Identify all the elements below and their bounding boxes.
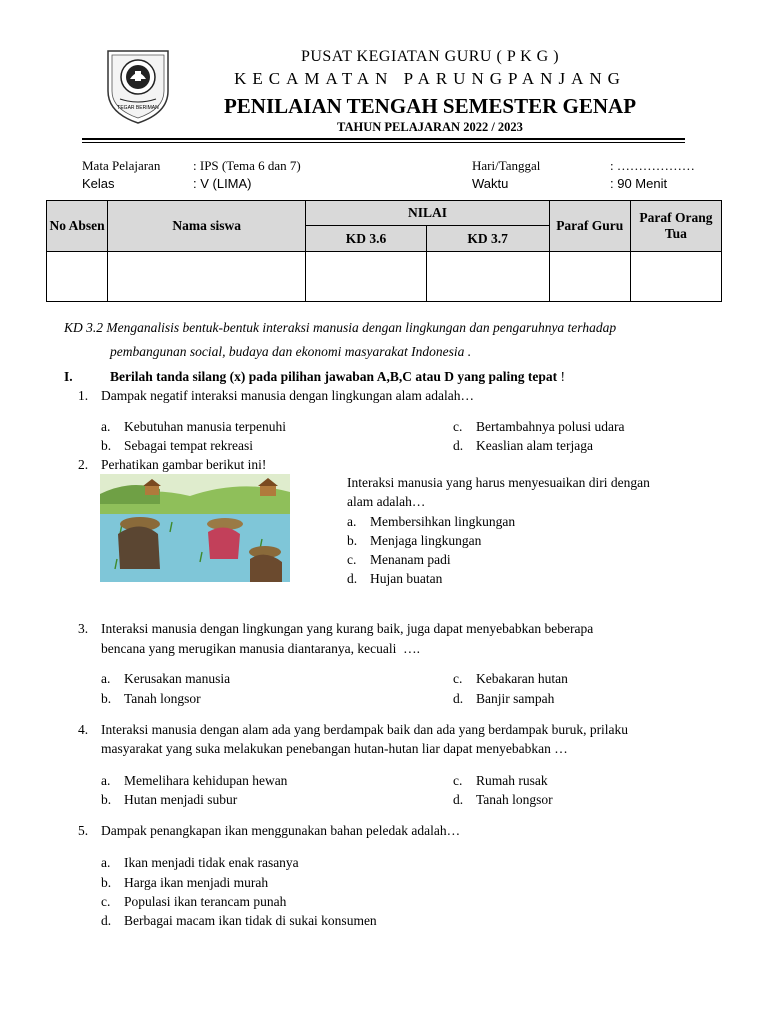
q3-opt-c-letter: c.	[453, 671, 463, 686]
q1-opt-d[interactable]: Keaslian alam terjaga	[476, 438, 593, 453]
q1-opt-d-letter: d.	[453, 438, 464, 453]
section-instruction	[110, 369, 565, 385]
no-absen-header: No Absen	[47, 201, 108, 252]
header-divider-thin	[82, 142, 685, 143]
logo-motto: TEGAR BERIMAN	[117, 105, 159, 111]
q2-opt-c-letter: c.	[347, 552, 357, 567]
q4-line-2: masyarakat yang suka melakukan penebangan hutan-hutan liar dapat menyebabkan …	[101, 741, 568, 756]
paraf-guru-header: Paraf Guru	[549, 201, 630, 252]
paraf-ortu-cell[interactable]	[630, 252, 721, 302]
time-label: Waktu	[472, 176, 509, 191]
section-instruction-text: Berilah tanda silang (x) pada pilihan jawaban A,B,C atau D yang paling tepat	[110, 369, 558, 384]
q3-opt-a[interactable]: Kerusakan manusia	[124, 671, 231, 686]
q2-number: 2.	[78, 457, 89, 472]
q2-opt-d-letter: d.	[347, 571, 358, 586]
subject-label: Mata Pelajaran	[82, 158, 161, 173]
q2-opt-c[interactable]: Menanam padi	[370, 552, 451, 567]
kd37-cell[interactable]	[426, 252, 549, 302]
q2-side-line-1: Interaksi manusia yang harus menyesuaikan diri dengan	[347, 475, 650, 490]
q1-opt-b[interactable]: Sebagai tempat rekreasi	[124, 438, 253, 453]
q4-opt-c-letter: c.	[453, 773, 463, 788]
q3-opt-a-letter: a.	[101, 671, 111, 686]
q5-opt-d-letter: d.	[101, 913, 112, 928]
time-value: : 90 Menit	[610, 176, 668, 191]
q3-opt-d-letter: d.	[453, 691, 464, 706]
q2-opt-b-letter: b.	[347, 533, 358, 548]
q4-opt-a-letter: a.	[101, 773, 111, 788]
paraf-guru-cell[interactable]	[549, 252, 630, 302]
kd36-header: KD 3.6	[306, 226, 426, 252]
paraf-ortu-header: Paraf Orang Tua	[630, 201, 721, 252]
q4-opt-a[interactable]: Memelihara kehidupan hewan	[124, 773, 288, 788]
q2-opt-a-letter: a.	[347, 514, 357, 529]
kd37-header: KD 3.7	[426, 226, 549, 252]
q5-text: Dampak penangkapan ikan menggunakan bahan peledak adalah…	[101, 823, 461, 838]
q3-opt-d[interactable]: Banjir sampah	[476, 691, 555, 706]
subject-value: : IPS (Tema 6 dan 7)	[193, 158, 301, 173]
header-line-1: PUSAT KEGIATAN GURU ( P K G )	[300, 48, 560, 65]
q4-opt-d-letter: d.	[453, 792, 464, 807]
q4-number: 4.	[78, 722, 89, 737]
header-line-2: KECAMATAN PARUNGPANJANG	[234, 69, 626, 88]
q1-opt-b-letter: b.	[101, 438, 112, 453]
q1-opt-a-letter: a.	[101, 419, 111, 434]
kd36-cell[interactable]	[306, 252, 426, 302]
day-value: : ………………	[610, 158, 695, 173]
nilai-header: NILAI	[306, 201, 549, 226]
class-label: Kelas	[82, 176, 115, 191]
q3-opt-b[interactable]: Tanah longsor	[124, 691, 201, 706]
kd-line-2: pembangunan social, budaya dan ekonomi masyarakat Indonesia .	[110, 344, 472, 359]
q5-opt-c-letter: c.	[101, 894, 111, 909]
q5-opt-b-letter: b.	[101, 875, 112, 890]
q1-opt-c-letter: c.	[453, 419, 463, 434]
q1-opt-c[interactable]: Bertambahnya polusi udara	[476, 419, 625, 434]
q4-line-1: Interaksi manusia dengan alam ada yang berdampak baik dan ada yang berdampak buruk, prilaku	[101, 722, 629, 737]
regency-emblem-logo	[104, 47, 172, 125]
day-label: Hari/Tanggal	[472, 158, 541, 173]
q4-opt-b[interactable]: Hutan menjadi subur	[124, 792, 238, 807]
q3-opt-c[interactable]: Kebakaran hutan	[476, 671, 568, 686]
q5-opt-a[interactable]: Ikan menjadi tidak enak rasanya	[124, 855, 299, 870]
nama-siswa-cell[interactable]	[108, 252, 306, 302]
section-instruction-end: !	[557, 369, 565, 384]
q4-opt-b-letter: b.	[101, 792, 112, 807]
q2-opt-a[interactable]: Membersihkan lingkungan	[370, 514, 516, 529]
kd-line-1: KD 3.2 Menganalisis bentuk-bentuk interaksi manusia dengan lingkungan dan pengaruhnya terhadap	[64, 320, 617, 335]
q4-opt-c[interactable]: Rumah rusak	[476, 773, 548, 788]
q5-opt-d[interactable]: Berbagai macam ikan tidak di sukai konsumen	[124, 913, 377, 928]
q5-number: 5.	[78, 823, 89, 838]
q2-opt-b[interactable]: Menjaga lingkungan	[370, 533, 482, 548]
q2-opt-d[interactable]: Hujan buatan	[370, 571, 443, 586]
q4-opt-d[interactable]: Tanah longsor	[476, 792, 553, 807]
grade-table	[46, 200, 722, 302]
class-value: : V (LIMA)	[193, 176, 252, 191]
q1-opt-a[interactable]: Kebutuhan manusia terpenuhi	[124, 419, 286, 434]
q5-opt-c[interactable]: Populasi ikan terancam punah	[124, 894, 287, 909]
section-number: I.	[64, 369, 73, 384]
q3-number: 3.	[78, 621, 89, 636]
rice-planting-illustration	[100, 474, 290, 582]
q3-line-2: bencana yang merugikan manusia diantaranya, kecuali ….	[101, 641, 420, 656]
q2-text: Perhatikan gambar berikut ini!	[101, 457, 267, 472]
q5-opt-b[interactable]: Harga ikan menjadi murah	[124, 875, 269, 890]
header-divider-thick	[82, 138, 685, 140]
q2-side-line-2: alam adalah…	[347, 494, 426, 509]
nama-siswa-header: Nama siswa	[108, 201, 306, 252]
q5-opt-a-letter: a.	[101, 855, 111, 870]
q1-text: Dampak negatif interaksi manusia dengan lingkungan alam adalah…	[101, 388, 475, 403]
no-absen-cell[interactable]	[47, 252, 108, 302]
q3-line-1: Interaksi manusia dengan lingkungan yang kurang baik, juga dapat menyebabkan beberapa	[101, 621, 594, 636]
q3-opt-b-letter: b.	[101, 691, 112, 706]
exam-title: PENILAIAN TENGAH SEMESTER GENAP	[223, 94, 637, 118]
academic-year: TAHUN PELAJARAN 2022 / 2023	[337, 120, 523, 134]
q1-number: 1.	[78, 388, 89, 403]
